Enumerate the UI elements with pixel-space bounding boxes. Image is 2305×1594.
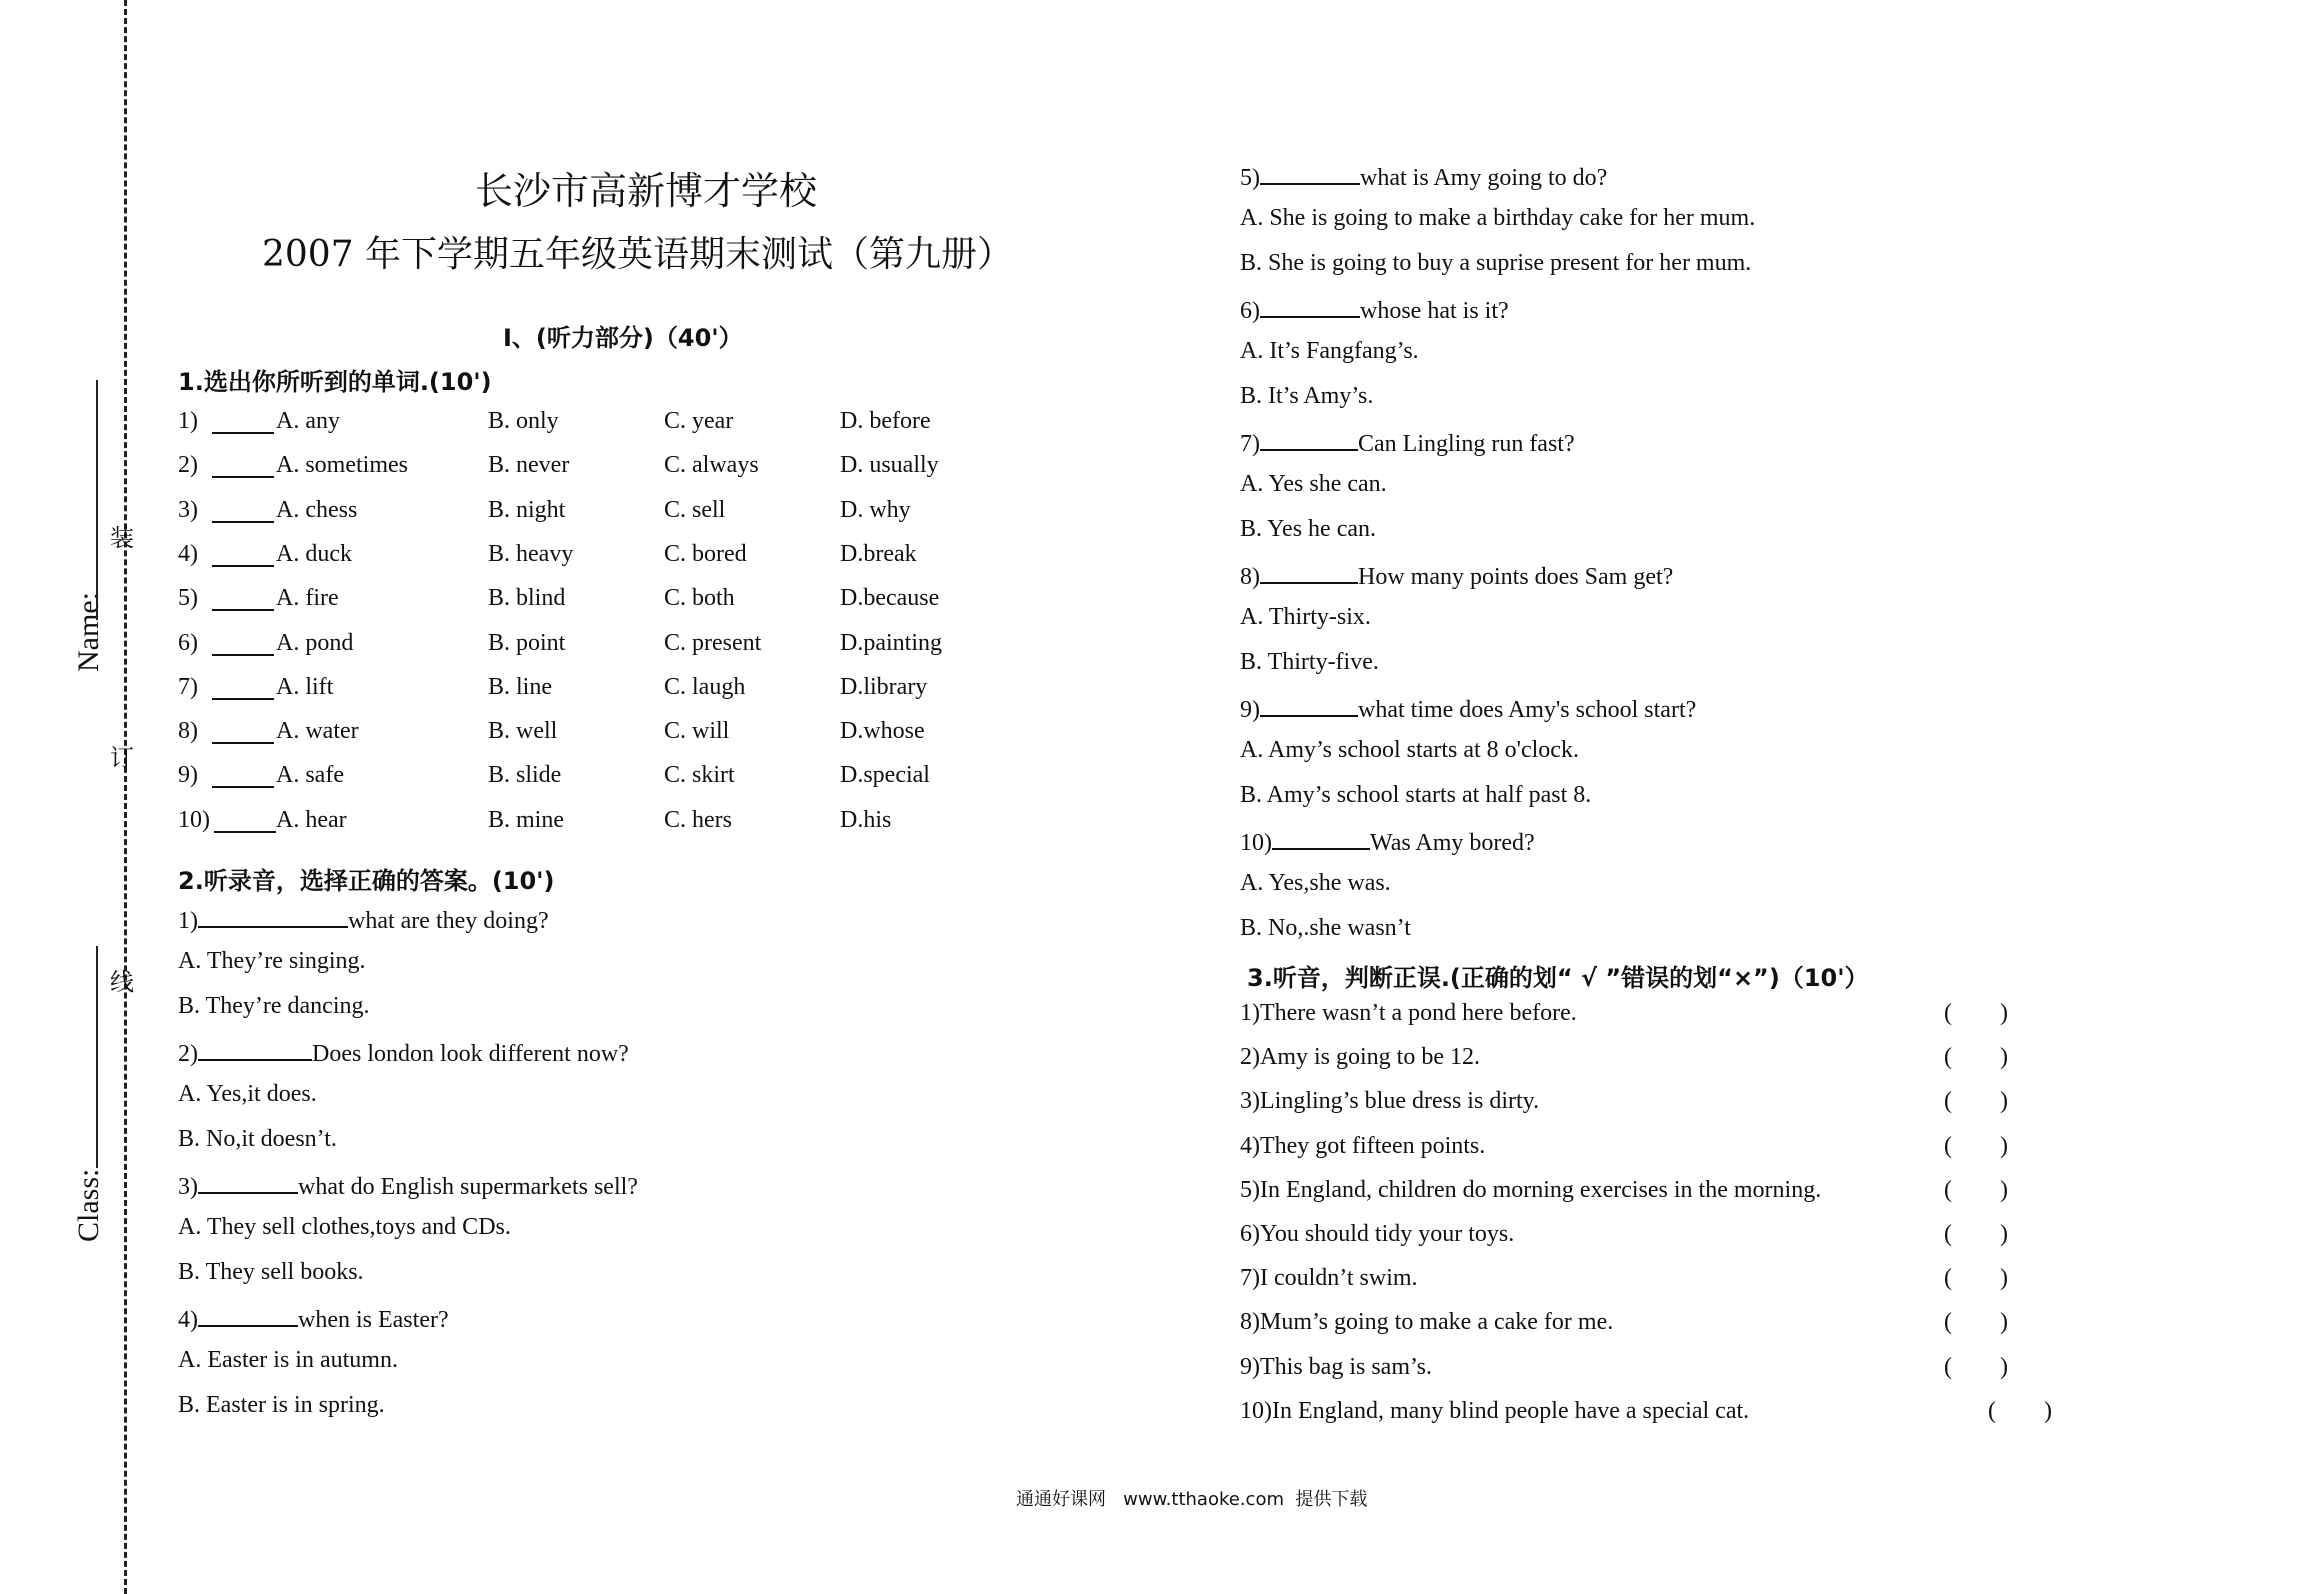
option-b: B. Amy’s school starts at half past 8. [1240, 782, 1592, 808]
question-line [1240, 294, 1509, 325]
question-number: 2) [178, 1041, 198, 1067]
question-number: 10) [1240, 830, 1272, 856]
option-b: B. line [488, 674, 552, 700]
footer-credit: 通通好课网 www.tthaoke.com 提供下载 [1016, 1489, 1368, 1510]
answer-parentheses: ( ) [1944, 1309, 2008, 1335]
option-d: D.break [840, 541, 917, 567]
answer-parentheses: ( ) [1944, 1177, 2008, 1203]
answer-blank [212, 632, 274, 656]
option-b: B. They’re dancing. [178, 993, 370, 1019]
option-a: A. Amy’s school starts at 8 o'clock. [1240, 737, 1579, 763]
option-c: C. hers [664, 807, 732, 833]
answer-parentheses: ( ) [1988, 1398, 2052, 1424]
question-number: 6) [178, 630, 198, 656]
school-title: 长沙市高新博才学校 [475, 169, 818, 213]
question-text: what are they doing? [348, 908, 549, 934]
word-choice-row [0, 807, 1000, 837]
option-a: A. sometimes [276, 452, 408, 478]
word-choice-row [0, 630, 1000, 660]
answer-blank [212, 764, 274, 788]
option-d: D.because [840, 585, 940, 611]
option-a: A. She is going to make a birthday cake for her mum. [1240, 205, 1756, 231]
option-b: B. slide [488, 762, 562, 788]
option-c: C. present [664, 630, 762, 656]
option-b: B. point [488, 630, 566, 656]
word-choice-row [0, 497, 1000, 527]
option-b: B. No,it doesn’t. [178, 1126, 337, 1152]
option-a: A. any [276, 408, 340, 434]
statement-text: 3)Lingling’s blue dress is dirty. [1240, 1088, 1540, 1114]
question-number: 6) [1240, 298, 1260, 324]
option-c: C. sell [664, 497, 726, 523]
question-text: Was Amy bored? [1370, 830, 1535, 856]
statement-text: 2)Amy is going to be 12. [1240, 1044, 1480, 1070]
question-number: 5) [178, 585, 198, 611]
class-underline [96, 946, 98, 1168]
question-number: 3) [178, 497, 198, 523]
question-number: 10) [178, 807, 210, 833]
word-choice-row [0, 585, 1000, 615]
question-line [1240, 560, 1673, 591]
option-b: B. Easter is in spring. [178, 1392, 385, 1418]
question-number: 9) [1240, 697, 1260, 723]
question-line [178, 1037, 629, 1068]
option-c: C. bored [664, 541, 747, 567]
answer-blank [198, 904, 348, 928]
answer-parentheses: ( ) [1944, 1221, 2008, 1247]
word-choice-row [0, 408, 1000, 438]
statement-text: 6)You should tidy your toys. [1240, 1221, 1515, 1247]
name-label: Name: [72, 592, 105, 672]
statement-text: 9)This bag is sam’s. [1240, 1354, 1432, 1380]
binding-mark-zhuang: 装 [110, 524, 134, 552]
question-number: 4) [178, 1307, 198, 1333]
part1-heading: I、(听力部分)（40'） [503, 324, 743, 352]
option-d: D.whose [840, 718, 925, 744]
option-b: B. Thirty-five. [1240, 649, 1379, 675]
option-a: A. duck [276, 541, 352, 567]
answer-blank [198, 1170, 298, 1194]
word-choice-row [0, 718, 1000, 748]
question-text: what do English supermarkets sell? [298, 1174, 638, 1200]
question-line [178, 904, 549, 935]
answer-blank [1260, 693, 1358, 717]
option-d: D.library [840, 674, 928, 700]
option-b: B. heavy [488, 541, 574, 567]
option-d: D.painting [840, 630, 942, 656]
question-line [178, 1303, 449, 1334]
question-number: 5) [1240, 165, 1260, 191]
answer-blank [212, 410, 274, 434]
option-a: A. Yes,she was. [1240, 870, 1391, 896]
section2-heading: 2.听录音，选择正确的答案。(10') [178, 867, 555, 895]
question-text: Does london look different now? [312, 1041, 629, 1067]
question-line [178, 1170, 638, 1201]
option-b: B. night [488, 497, 566, 523]
option-d: D. before [840, 408, 931, 434]
option-b: B. blind [488, 585, 566, 611]
option-c: C. laugh [664, 674, 746, 700]
option-c: C. year [664, 408, 734, 434]
question-text: How many points does Sam get? [1358, 564, 1674, 590]
option-d: D. why [840, 497, 911, 523]
answer-blank [1260, 294, 1360, 318]
question-text: what time does Amy's school start? [1358, 697, 1697, 723]
answer-blank [214, 809, 276, 833]
option-a: A. They’re singing. [178, 948, 366, 974]
option-a: A. Yes she can. [1240, 471, 1387, 497]
answer-blank [198, 1037, 312, 1061]
question-number: 7) [178, 674, 198, 700]
question-number: 3) [178, 1174, 198, 1200]
question-number: 8) [1240, 564, 1260, 590]
option-c: C. both [664, 585, 735, 611]
option-b: B. only [488, 408, 559, 434]
option-b: B. mine [488, 807, 564, 833]
option-b: B. well [488, 718, 558, 744]
answer-blank [212, 454, 274, 478]
option-d: D.special [840, 762, 930, 788]
option-b: B. It’s Amy’s. [1240, 383, 1374, 409]
question-text: Can Lingling run fast? [1358, 431, 1575, 457]
question-number: 4) [178, 541, 198, 567]
word-choice-row [0, 674, 1000, 704]
question-number: 7) [1240, 431, 1260, 457]
option-d: D. usually [840, 452, 939, 478]
binding-dashed-line [124, 0, 127, 1594]
question-number: 1) [178, 908, 198, 934]
option-a: A. lift [276, 674, 334, 700]
statement-text: 7)I couldn’t swim. [1240, 1265, 1418, 1291]
exam-title: 2007 年下学期五年级英语期末测试（第九册） [262, 234, 1014, 275]
question-number: 8) [178, 718, 198, 744]
answer-parentheses: ( ) [1944, 1133, 2008, 1159]
question-text: whose hat is it? [1360, 298, 1509, 324]
question-number: 1) [178, 408, 198, 434]
question-line [1240, 826, 1535, 857]
question-number: 9) [178, 762, 198, 788]
option-a: A. fire [276, 585, 339, 611]
option-b: B. They sell books. [178, 1259, 364, 1285]
statement-text: 8)Mum’s going to make a cake for me. [1240, 1309, 1614, 1335]
answer-parentheses: ( ) [1944, 1088, 2008, 1114]
class-label: Class: [72, 1168, 105, 1242]
option-b: B. Yes he can. [1240, 516, 1376, 542]
answer-blank [1272, 826, 1370, 850]
option-c: C. will [664, 718, 730, 744]
answer-parentheses: ( ) [1944, 1265, 2008, 1291]
binding-mark-xian: 线 [110, 968, 134, 996]
word-choice-row [0, 762, 1000, 792]
statement-text: 1)There wasn’t a pond here before. [1240, 1000, 1577, 1026]
option-a: A. It’s Fangfang’s. [1240, 338, 1419, 364]
answer-blank [212, 676, 274, 700]
option-a: A. pond [276, 630, 354, 656]
answer-blank [212, 587, 274, 611]
word-choice-row [0, 541, 1000, 571]
option-a: A. Easter is in autumn. [178, 1347, 398, 1373]
option-b: B. never [488, 452, 570, 478]
answer-blank [198, 1303, 298, 1327]
option-c: C. skirt [664, 762, 735, 788]
option-a: A. safe [276, 762, 344, 788]
question-number: 2) [178, 452, 198, 478]
question-line [1240, 693, 1696, 724]
answer-blank [212, 499, 274, 523]
answer-blank [1260, 560, 1358, 584]
section3-heading: 3.听音，判断正误.(正确的划“ √ ”错误的划“×”)（10'） [1247, 964, 1869, 992]
option-a: A. chess [276, 497, 358, 523]
statement-text: 5)In England, children do morning exercises in the morning. [1240, 1177, 1822, 1203]
option-b: B. No,.she wasn’t [1240, 915, 1411, 941]
option-a: A. hear [276, 807, 347, 833]
answer-blank [212, 543, 274, 567]
answer-parentheses: ( ) [1944, 1354, 2008, 1380]
question-line [1240, 161, 1607, 192]
option-a: A. Thirty-six. [1240, 604, 1371, 630]
section1-heading: 1.选出你所听到的单词.(10') [178, 368, 492, 396]
binding-mark-ding: 订 [110, 744, 134, 772]
option-d: D.his [840, 807, 892, 833]
option-a: A. They sell clothes,toys and CDs. [178, 1214, 511, 1240]
question-text: what is Amy going to do? [1360, 165, 1608, 191]
answer-blank [1260, 427, 1358, 451]
question-line [1240, 427, 1575, 458]
question-text: when is Easter? [298, 1307, 449, 1333]
word-choice-row [0, 452, 1000, 482]
answer-parentheses: ( ) [1944, 1000, 2008, 1026]
option-a: A. Yes,it does. [178, 1081, 317, 1107]
option-b: B. She is going to buy a suprise present for her mum. [1240, 250, 1752, 276]
statement-text: 10)In England, many blind people have a special cat. [1240, 1398, 1750, 1424]
answer-blank [212, 720, 274, 744]
answer-blank [1260, 161, 1360, 185]
option-c: C. always [664, 452, 759, 478]
statement-text: 4)They got fifteen points. [1240, 1133, 1486, 1159]
answer-parentheses: ( ) [1944, 1044, 2008, 1070]
option-a: A. water [276, 718, 359, 744]
